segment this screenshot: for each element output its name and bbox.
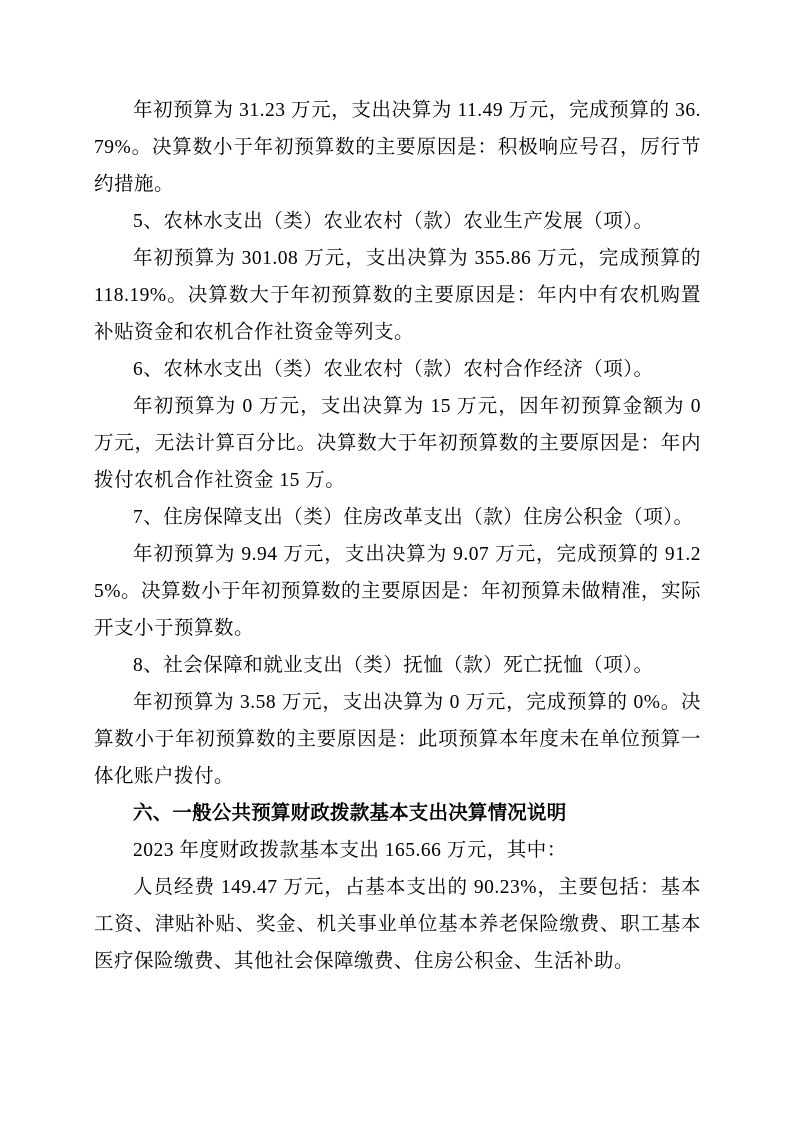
paragraph: 8、社会保障和就业支出（类）抚恤（款）死亡抚恤（项）。 [133, 655, 654, 676]
paragraph: 2023 年度财政拨款基本支出 165.66 万元，其中： [133, 840, 567, 861]
section-heading: 六、一般公共预算财政拨款基本支出决算情况说明 [133, 802, 567, 824]
paragraph: 年初预算为 301.08 万元，支出决算为 355.86 万元，完成预算的 118.19%。决算数大于年初预算数的主要原因是：年内中有农机购置补贴资金和农机合作社资金等列支。 [94, 248, 701, 343]
paragraph: 7、住房保障支出（类）住房改革支出（款）住房公积金（项）。 [133, 507, 694, 528]
paragraph: 6、农林水支出（类）农业农村（款）农村合作经济（项）。 [133, 359, 654, 380]
paragraph: 人员经费 149.47 万元，占基本支出的 90.23%，主要包括：基本工资、津贴补贴、奖金、机关事业单位基本养老保险缴费、职工基本医疗保险缴费、其他社会保障缴费、住房公积金、生活补助。 [94, 877, 701, 972]
paragraph: 年初预算为 31.23 万元，支出决算为 11.49 万元，完成预算的 36.79%。决算数小于年初预算数的主要原因是：积极响应号召，厉行节约措施。 [94, 100, 701, 195]
paragraph: 年初预算为 9.94 万元，支出决算为 9.07 万元，完成预算的 91.25%。决算数小于年初预算数的主要原因是：年初预算未做精准，实际开支小于预算数。 [94, 544, 701, 639]
paragraph: 年初预算为 0 万元，支出决算为 15 万元，因年初预算金额为 0 万元，无法计算百分比。决算数大于年初预算数的主要原因是：年内拨付农机合作社资金 15 万。 [94, 396, 701, 491]
paragraph: 年初预算为 3.58 万元，支出决算为 0 万元，完成预算的 0%。决算数小于年初预算数的主要原因是：此项预算本年度未在单位预算一体化账户拨付。 [94, 692, 701, 787]
document-body [94, 92, 701, 980]
paragraph: 5、农林水支出（类）农业农村（款）农业生产发展（项）。 [133, 211, 654, 232]
